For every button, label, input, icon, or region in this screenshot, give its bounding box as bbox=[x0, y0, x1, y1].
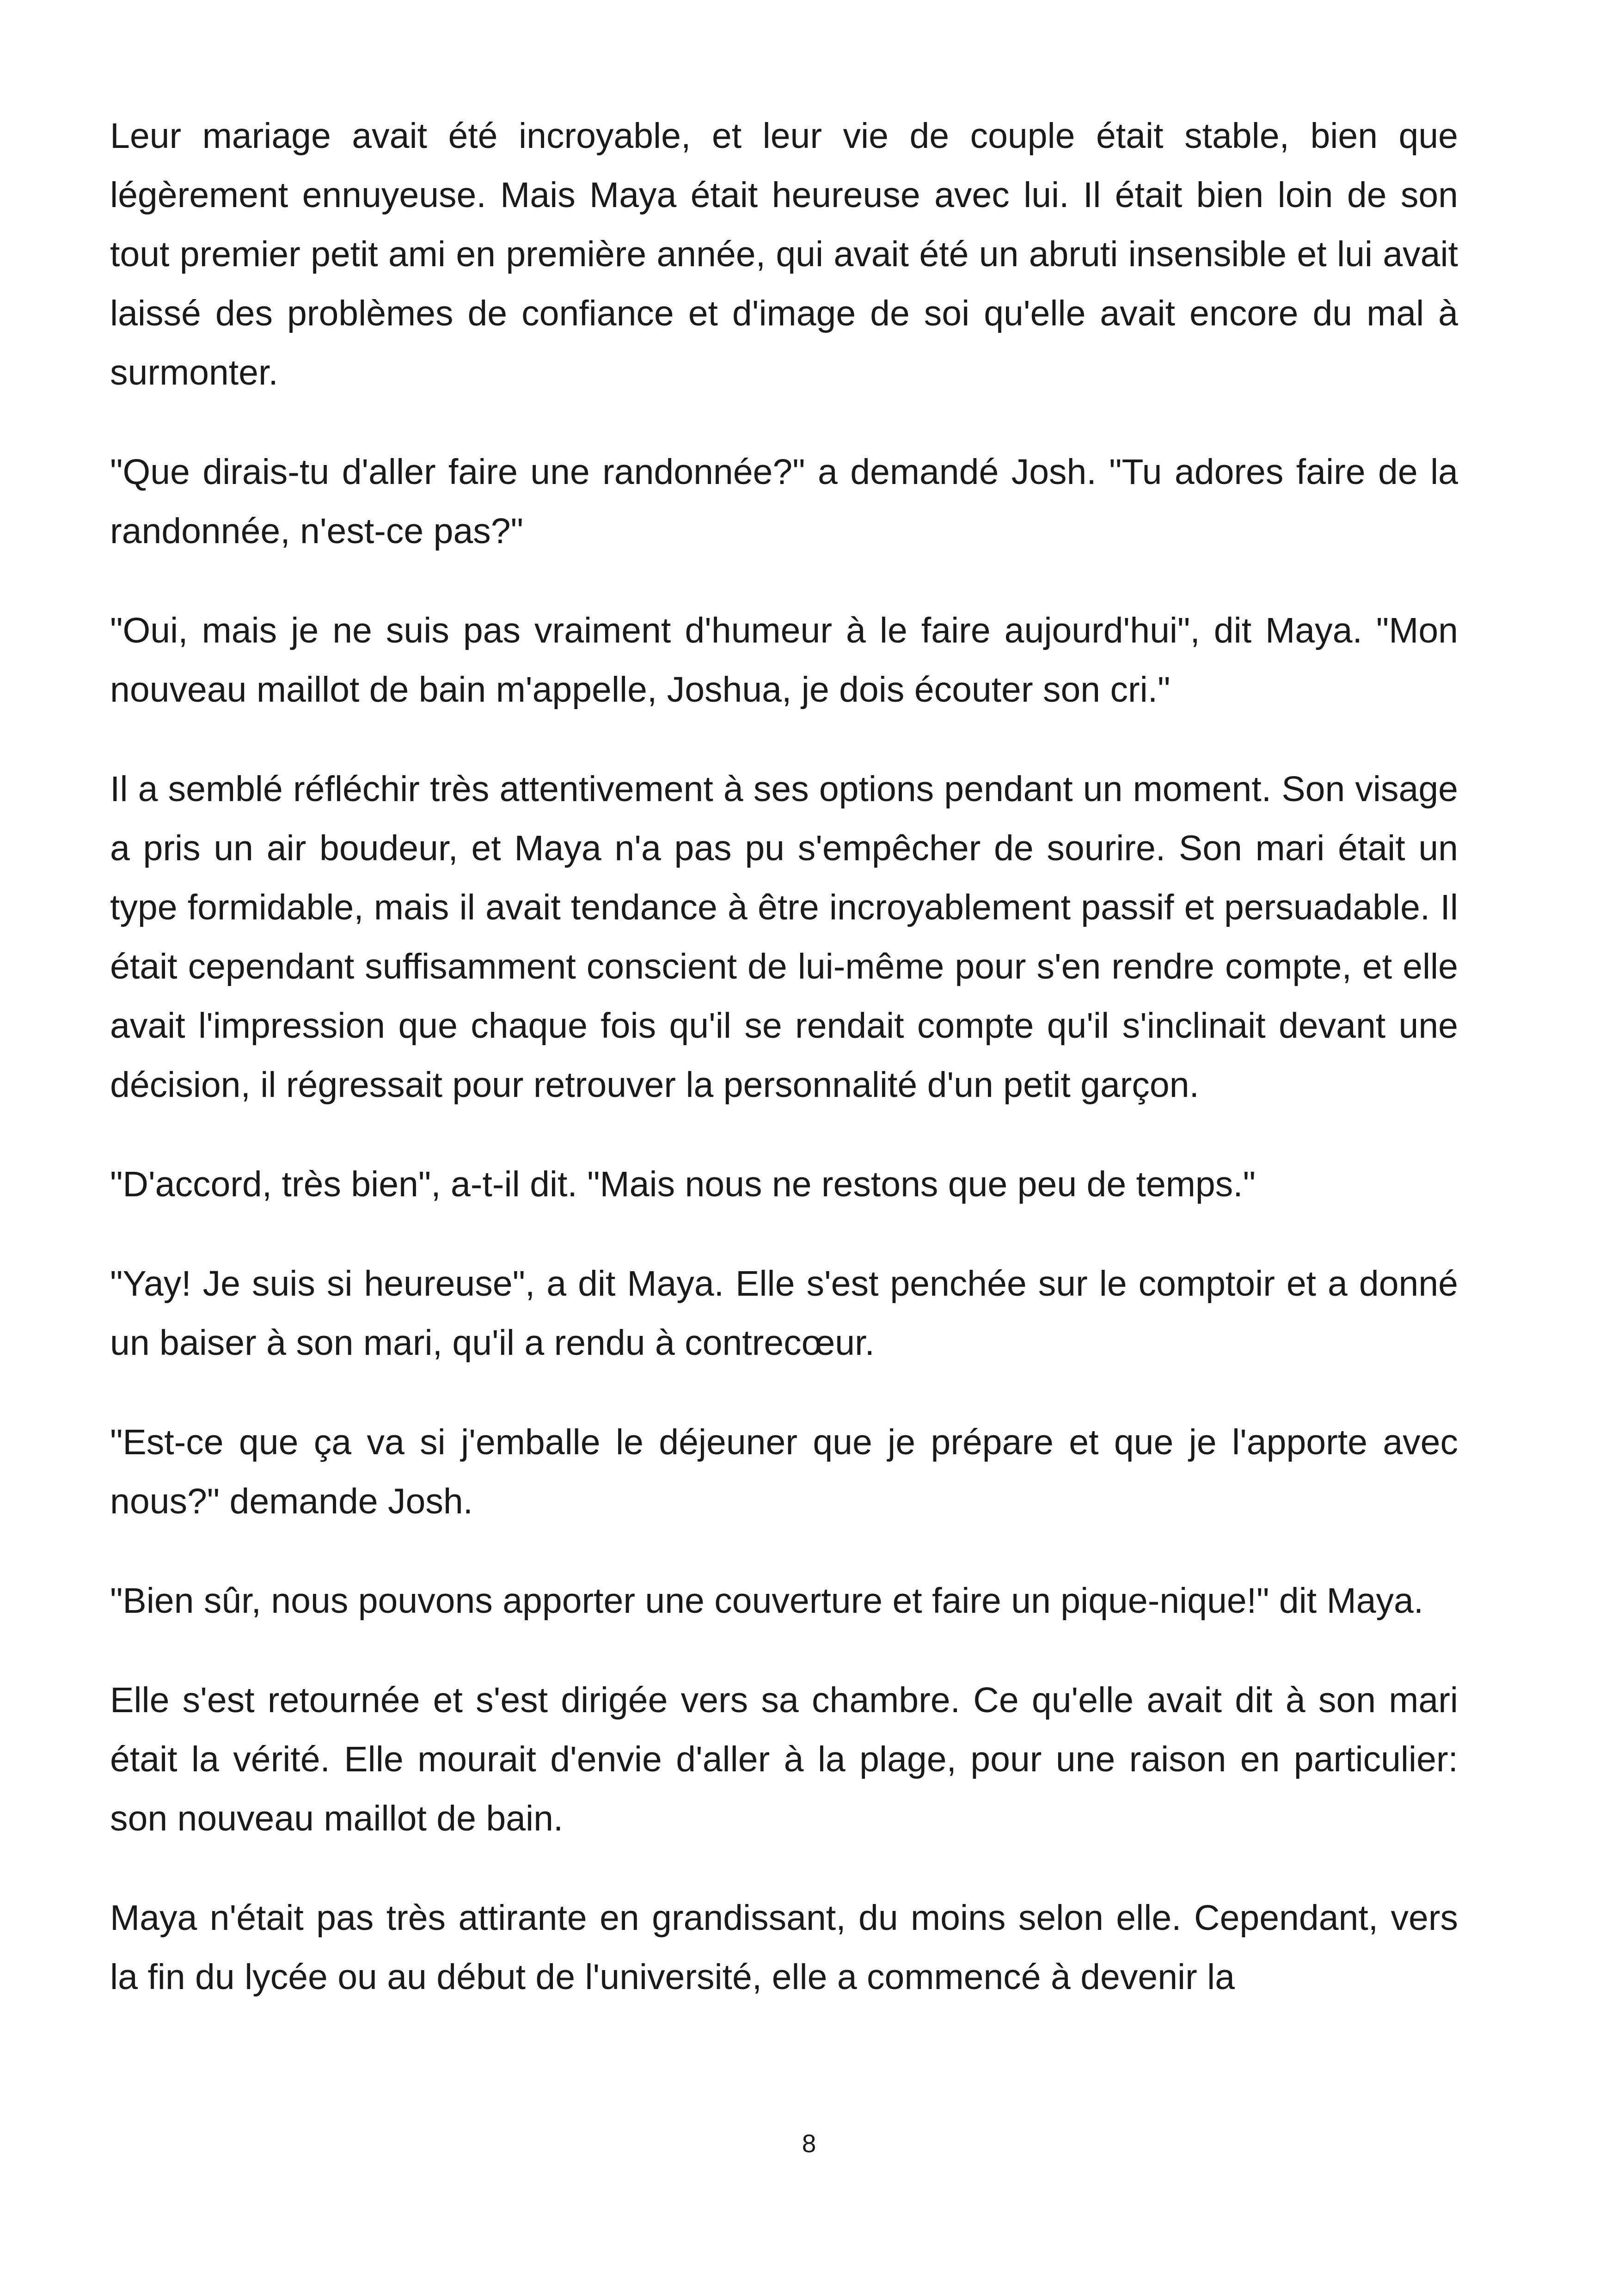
paragraph-1: Leur mariage avait été incroyable, et leur vie de couple était stable, bien que légèrement ennuyeuse. Mais Maya était heureuse avec lui. Il était bien loin de son tout premier petit ami en première année, qui avait été un abruti insensible et lui avait laissé des problèmes de confiance et d'image de soi qu'elle avait encore du mal à surmonter. bbox=[110, 116, 1458, 392]
paragraph-9: Elle s'est retournée et s'est dirigée vers sa chambre. Ce qu'elle avait dit à son mari était la vérité. Elle mourait d'envie d'aller à la plage, pour une raison en particulier: son nouveau maillot de bain. bbox=[110, 1680, 1458, 1838]
page-body bbox=[110, 106, 1458, 2047]
paragraph-5: "D'accord, très bien", a-t-il dit. "Mais nous ne restons que peu de temps." bbox=[110, 1164, 1256, 1204]
paragraph-7: "Est-ce que ça va si j'emballe le déjeuner que je prépare et que je l'apporte avec nous?" demande Josh. bbox=[110, 1422, 1458, 1521]
paragraph-8: "Bien sûr, nous pouvons apporter une couverture et faire un pique-nique!" dit Maya. bbox=[110, 1581, 1424, 1621]
paragraph-3: "Oui, mais je ne suis pas vraiment d'humeur à le faire aujourd'hui", dit Maya. "Mon nouveau maillot de bain m'appelle, Joshua, je dois écouter son cri." bbox=[110, 611, 1458, 710]
paragraph-2: "Que dirais-tu d'aller faire une randonnée?" a demandé Josh. "Tu adores faire de la randonnée, n'est-ce pas?" bbox=[110, 452, 1458, 551]
paragraph-6: "Yay! Je suis si heureuse", a dit Maya. Elle s'est penchée sur le comptoir et a donné un baiser à son mari, qu'il a rendu à contrecœur. bbox=[110, 1264, 1458, 1363]
page-number: 8 bbox=[802, 2129, 816, 2158]
paragraph-4: Il a semblé réfléchir très attentivement à ses options pendant un moment. Son visage a pris un air boudeur, et Maya n'a pas pu s'empêcher de sourire. Son mari était un type formidable, mais il avait tendance à être incroyablement passif et persuadable. Il était cependant suffisamment conscient de lui-même pour s'en rendre compte, et elle avait l'impression que chaque fois qu'il se rendait compte qu'il s'inclinait devant une décision, il régressait pour retrouver la personnalité d'un petit garçon. bbox=[110, 769, 1458, 1105]
paragraph-10: Maya n'était pas très attirante en grandissant, du moins selon elle. Cependant, vers la fin du lycée ou au début de l'université, elle a commencé à devenir la bbox=[110, 1898, 1458, 1997]
